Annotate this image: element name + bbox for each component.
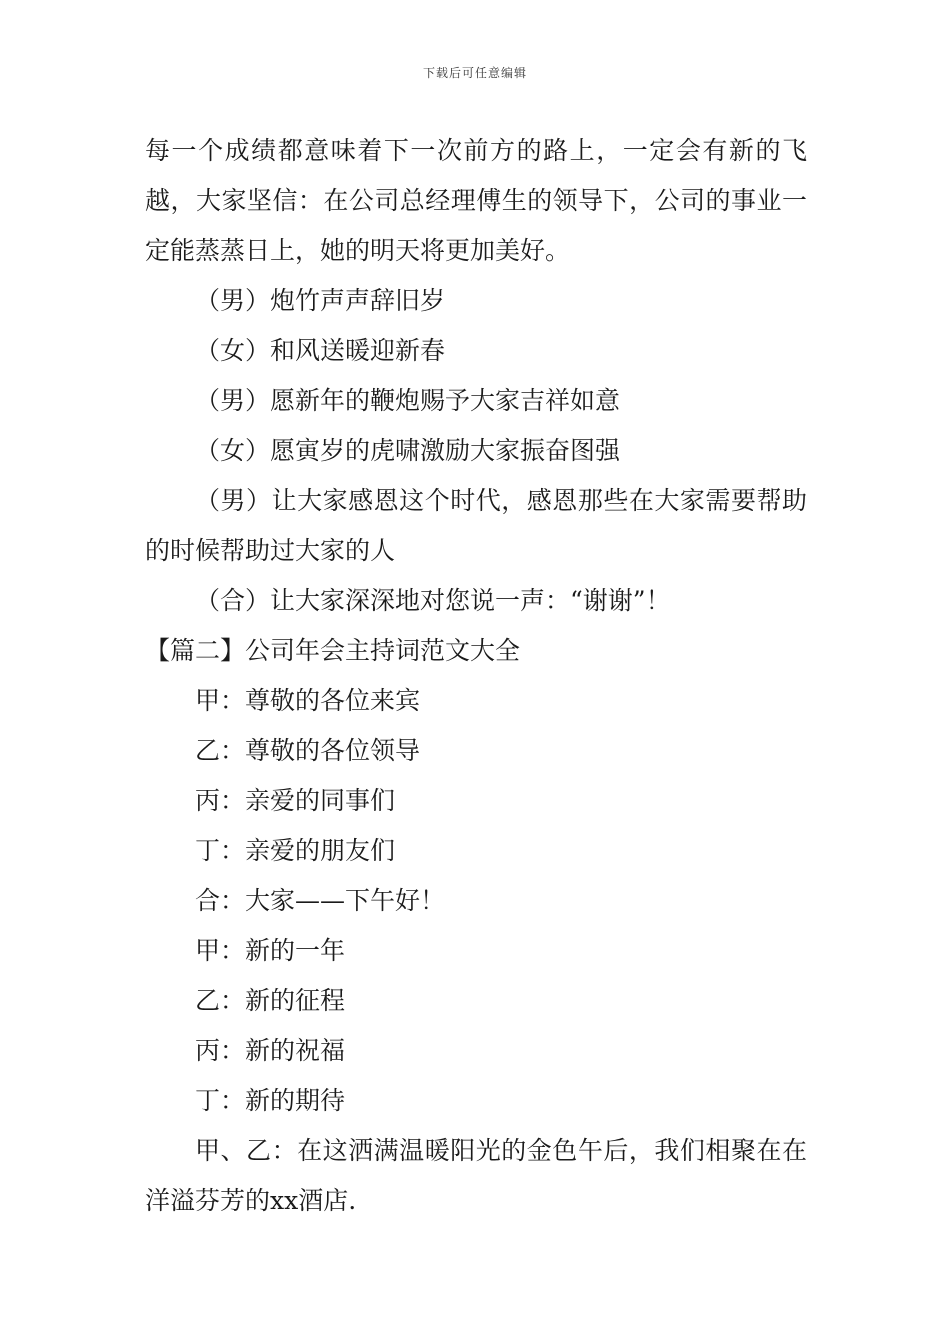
paragraph: 丙：亲爱的同事们 xyxy=(195,786,396,815)
paragraph: （男）让大家感恩这个时代，感恩那些在大家需要帮助的时候帮助过大家的人 xyxy=(145,486,807,565)
paragraph: （男）愿新年的鞭炮赐予大家吉祥如意 xyxy=(195,386,621,415)
paragraph: （女）愿寅岁的虎啸激励大家振奋图强 xyxy=(195,436,621,465)
paragraph: （男）炮竹声声辞旧岁 xyxy=(195,286,446,315)
paragraph: 乙：新的征程 xyxy=(195,986,346,1015)
paragraph: 合：大家——下午好！ xyxy=(195,886,446,915)
paragraph: 丁：新的期待 xyxy=(195,1086,346,1115)
paragraph: 甲、乙：在这洒满温暖阳光的金色午后，我们相聚在在洋溢芬芳的xx酒店. xyxy=(145,1136,807,1215)
paragraph: 乙：尊敬的各位领导 xyxy=(195,736,421,765)
section-heading: 【篇二】公司年会主持词范文大全 xyxy=(145,636,521,665)
paragraph: 甲：尊敬的各位来宾 xyxy=(195,686,421,715)
document-body xyxy=(145,126,807,1226)
paragraph: 甲：新的一年 xyxy=(195,936,346,965)
paragraph: 丁：亲爱的朋友们 xyxy=(195,836,396,865)
paragraph: （合）让大家深深地对您说一声：“谢谢”！ xyxy=(195,586,671,615)
paragraph: （女）和风送暖迎新春 xyxy=(195,336,446,365)
paragraph: 每一个成绩都意味着下一次前方的路上，一定会有新的飞越，大家坚信：在公司总经理傅生的领导下，公司的事业一定能蒸蒸日上，她的明天将更加美好。 xyxy=(145,136,807,265)
page-header-note: 下载后可任意编辑 xyxy=(422,66,527,80)
paragraph: 丙：新的祝福 xyxy=(195,1036,346,1065)
